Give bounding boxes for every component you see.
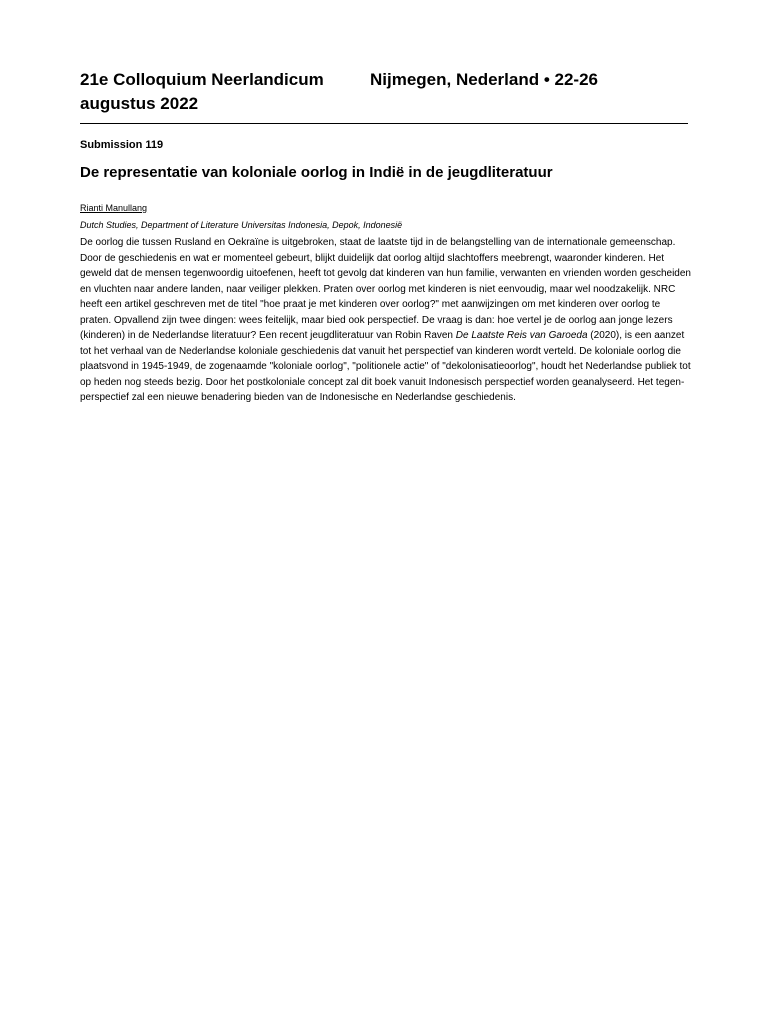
submission-number: Submission 119	[80, 139, 164, 151]
author-name: Rianti Manullang	[80, 203, 148, 213]
conference-month-year: augustus 2022	[80, 94, 199, 113]
abstract-part-1: De oorlog die tussen Rusland en Oekraïne is uitgebroken, staat de laatste tijd in de belangstelling van de internationale gemeenschap. Door de geschiedenis en wat er momenteel gebeurt, blijkt duidelijk dat oorlog altijd slachtoffers meebrengt, waaronder kinderen. Het geweld dat de mensen tegenwoordig uitoefenen, heeft tot gevolg dat kinderen van hun familie, verwanten en vrienden worden gescheiden en vluchten naar andere landen, naar veiliger plekken. Praten over oorlog met kinderen is niet eenvoudig, maar wel noodzakelijk. NRC heeft een artikel geschreven met de titel "hoe praat je met kinderen over oorlog?" met aanwijzingen om met kinderen over oorlog te praten. Opvallend zijn twee dingen: wees feitelijk, maar bied ook perspectief. De vraag is dan: hoe vertel je de oorlog aan jonge lezers (kinderen) in de Nederlandse literatuur? Een recent jeugdliteratuur van Robin Raven	[80, 237, 691, 341]
document-page	[80, 68, 691, 403]
book-title: De Laatste Reis van Garoeda	[455, 330, 588, 341]
abstract-part-2: (2020), is een aanzet tot het verhaal van de Nederlandse koloniale geschiedenis dat vanuit het perspectief van kinderen wordt verteld. De koloniale oorlog die plaatsvond in 1945-1949, de zogenaamde "koloniale oorlog", "politionele actie" of "dekolonisatieoorlog", houdt het Nederlandse publiek tot op heden nog steeds bezig. Door het postkoloniale concept zal dit boek vanuit Indonesisch perspectief worden geanalyseerd. Het tegen-perspectief zal een nieuwe benadering bieden van de Indonesische en Nederlandse geschiedenis.	[80, 330, 691, 403]
author-affiliation: Dutch Studies, Department of Literature Universitas Indonesia, Depok, Indonesië	[80, 220, 403, 230]
header-divider	[80, 123, 688, 124]
paper-title: De representatie van koloniale oorlog in Indië in de jeugdliteratuur	[80, 164, 553, 181]
conference-header	[80, 68, 688, 116]
abstract-text	[80, 235, 692, 406]
conference-place-date: Nijmegen, Nederland • 22-26	[370, 70, 598, 89]
conference-name: 21e Colloquium Neerlandicum	[80, 70, 324, 89]
